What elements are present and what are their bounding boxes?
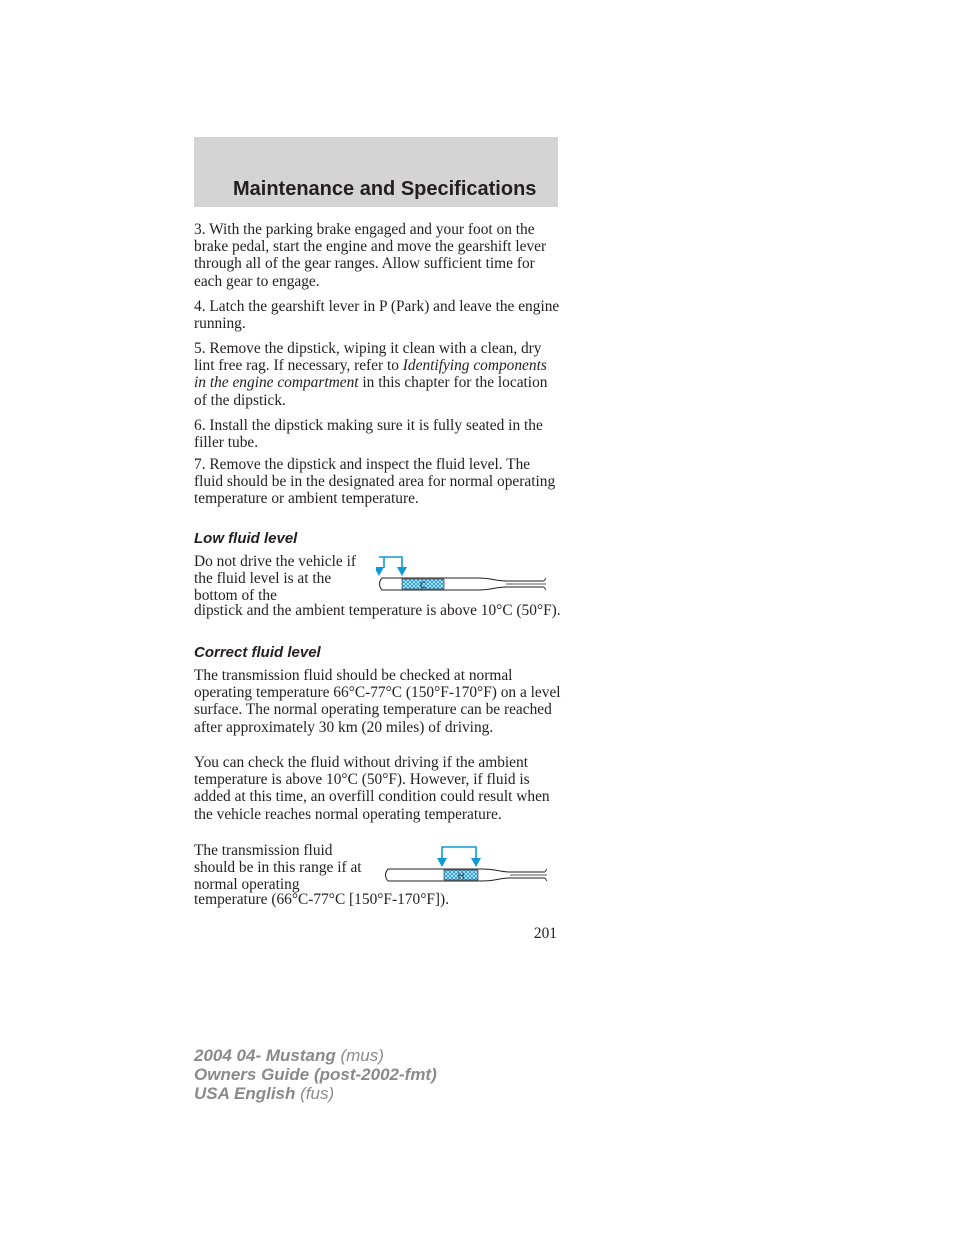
- dipstick-mark-h: H: [457, 872, 465, 882]
- step-4: 4. Latch the gearshift lever in P (Park) and leave the engine running.: [194, 298, 560, 333]
- step-5-reference: Identifying components in the engine compartment: [194, 357, 547, 392]
- correct-fluid-heading: Correct fluid level: [194, 644, 321, 661]
- correct-fluid-para-1: The transmission fluid should be checked at normal operating temperature 66°C-77°C (150°F-170°F) on a level surface. The normal operating temperature can be reached after approximately 30 km (20 miles) of driving.: [194, 667, 561, 736]
- dipstick-low-level-icon: [376, 554, 551, 594]
- footer-line-3: [194, 1084, 437, 1103]
- footer-model: 2004 04- Mustang: [194, 1046, 336, 1065]
- step-5: [194, 340, 562, 409]
- step-3: 3. With the parking brake engaged and your foot on the brake pedal, start the engine and move the gearshift lever through all of the gear ranges. Allow sufficient time for each gear to engage.: [194, 221, 547, 290]
- low-fluid-heading: Low fluid level: [194, 530, 298, 547]
- dipstick-normal-level-icon: [382, 844, 552, 886]
- correct-fluid-text-full: temperature (66°C-77°C [150°F-170°F]).: [194, 891, 450, 908]
- step-7: 7. Remove the dipstick and inspect the fluid level. The fluid should be in the designated area for normal operating temperature or ambient temperature.: [194, 456, 556, 508]
- footer: [194, 1046, 437, 1103]
- correct-fluid-para-2: You can check the fluid without driving if the ambient temperature is above 10°C (50°F). However, if fluid is added at this time, an overfill condition could result when the vehicle reaches normal operating temperature.: [194, 754, 550, 823]
- page-number: 201: [533, 925, 557, 942]
- footer-guide: Owners Guide (post-2002-fmt): [194, 1065, 437, 1084]
- correct-fluid-text-narrow: The transmission fluid should be in this range if at normal operating: [194, 842, 362, 894]
- footer-language-code: (fus): [295, 1084, 335, 1103]
- footer-model-code: (mus): [335, 1046, 384, 1065]
- footer-language: USA English: [194, 1084, 296, 1103]
- footer-line-1: [194, 1046, 437, 1065]
- dipstick-mark-c: C: [419, 581, 427, 591]
- footer-line-2: [194, 1065, 437, 1084]
- step-5-text-a: 5. Remove the dipstick, wiping it clean with a clean, dry lint free rag. If necessary, refer to: [194, 340, 542, 375]
- low-fluid-text-full: dipstick and the ambient temperature is above 10°C (50°F).: [194, 602, 561, 619]
- step-6: 6. Install the dipstick making sure it is fully seated in the filler tube.: [194, 417, 543, 452]
- low-fluid-text-narrow: Do not drive the vehicle if the fluid level is at the bottom of the: [194, 553, 356, 605]
- page-title: Maintenance and Specifications: [233, 178, 537, 200]
- step-5-text-b: in this chapter for the location of the dipstick.: [194, 374, 548, 409]
